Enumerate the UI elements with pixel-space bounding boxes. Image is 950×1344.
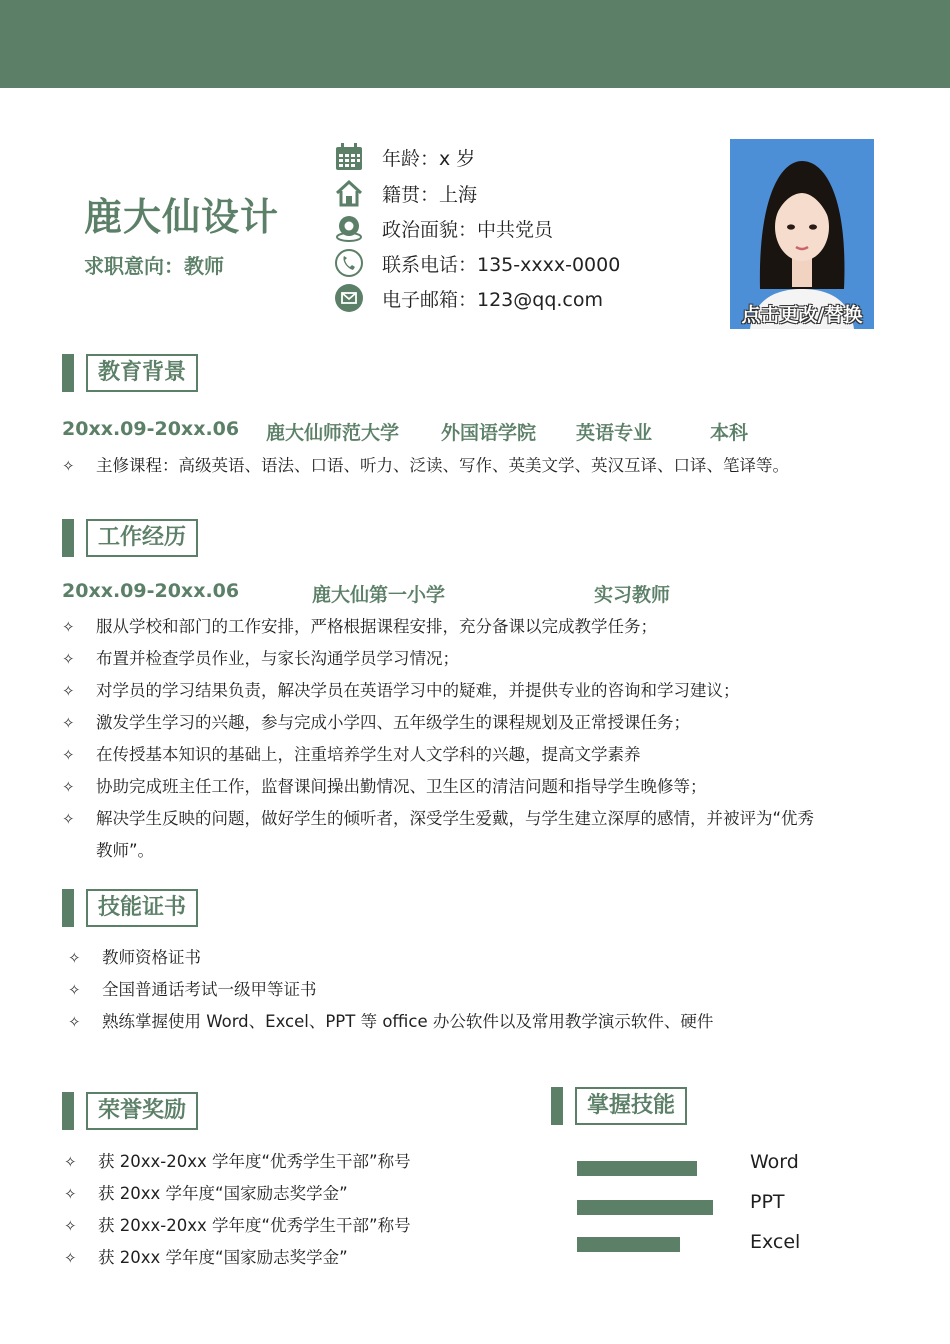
work-item-text: 在传授基本知识的基础上，注重培养学生对人文学科的兴趣，提高文学素养 (96, 745, 641, 764)
work-item-text: 协助完成班主任工作，监督课间操出勤情况、卫生区的清洁问题和指导学生晚修等； (96, 777, 707, 796)
calendar-icon (334, 142, 364, 172)
section-marker (551, 1087, 563, 1125)
section-marker (62, 1092, 74, 1130)
bullet-icon: ✧ (62, 650, 75, 668)
cert-item-text: 熟练掌握使用 Word、Excel、PPT 等 office 办公软件以及常用教学演示软件、硬件 (102, 1012, 714, 1031)
edu-major: 英语专业 (576, 422, 653, 444)
work-item-text: 解决学生反映的问题，做好学生的倾听者，深受学生爱戴，与学生建立深厚的感情，并被评为“优秀 (96, 809, 815, 828)
location-pin-icon (334, 213, 364, 243)
honor-item-text: 获 20xx 学年度“国家励志奖学金” (98, 1184, 348, 1203)
home-icon (334, 178, 364, 208)
section-title: 掌握技能 (575, 1087, 687, 1125)
work-item-text: 对学员的学习结果负责，解决学员在英语学习中的疑难，并提供专业的咨询和学习建议； (96, 681, 740, 700)
candidate-name: 鹿大仙设计 (84, 195, 280, 239)
section-title: 教育背景 (86, 354, 198, 392)
skill-bar-excel (577, 1237, 680, 1252)
edu-courses (62, 452, 789, 476)
bullet-icon: ✧ (68, 981, 81, 999)
cert-item (68, 1008, 713, 1032)
work-item-text: 服从学校和部门的工作安排，严格根据课程安排，充分备课以完成教学任务； (96, 617, 657, 636)
work-item-text: 激发学生学习的兴趣，参与完成小学四、五年级学生的课程规划及正常授课任务； (96, 713, 690, 732)
info-phone (334, 248, 620, 278)
work-role: 实习教师 (594, 584, 671, 606)
bullet-icon: ✧ (64, 1153, 77, 1171)
info-political (334, 213, 553, 243)
skill-label-ppt: PPT (750, 1191, 785, 1213)
bullet-icon: ✧ (62, 810, 75, 828)
section-title: 技能证书 (86, 889, 198, 927)
bullet-icon: ✧ (62, 746, 75, 764)
cert-item (68, 944, 201, 968)
info-email-text: 电子邮箱：123@qq.com (382, 288, 604, 311)
edu-school: 鹿大仙师范大学 (266, 422, 400, 444)
info-political-text: 政治面貌：中共党员 (382, 218, 554, 241)
honor-item (64, 1212, 411, 1236)
work-item (62, 645, 459, 669)
section-marker (62, 354, 74, 392)
honor-item (64, 1180, 348, 1204)
bullet-icon: ✧ (68, 1013, 81, 1031)
edu-courses-text: 主修课程：高级英语、语法、口语、听力、泛读、写作、英美文学、英汉互译、口译、笔译等。 (96, 456, 789, 475)
work-item (62, 613, 657, 637)
work-item (62, 805, 814, 829)
work-period: 20xx.09-20xx.06 (62, 580, 240, 602)
skill-label-excel: Excel (750, 1231, 801, 1253)
info-hometown (334, 178, 477, 208)
bullet-icon: ✧ (64, 1185, 77, 1203)
work-item (62, 677, 740, 701)
top-banner (0, 0, 950, 88)
info-age-text: 年龄：x 岁 (382, 147, 476, 170)
skill-bar-ppt (577, 1200, 713, 1215)
work-company: 鹿大仙第一小学 (312, 584, 446, 606)
cert-item-text: 全国普通话考试一级甲等证书 (102, 980, 317, 999)
bullet-icon: ✧ (64, 1249, 77, 1267)
bullet-icon: ✧ (62, 618, 75, 636)
photo-replace-label[interactable]: 点击更改/替换 (741, 304, 863, 326)
honor-item (64, 1148, 411, 1172)
section-title: 工作经历 (86, 519, 198, 557)
bullet-icon: ✧ (62, 714, 75, 732)
skill-label-word: Word (750, 1151, 799, 1173)
bullet-icon: ✧ (64, 1217, 77, 1235)
cert-item-text: 教师资格证书 (102, 948, 201, 967)
work-item (62, 773, 707, 797)
cert-item (68, 976, 317, 1000)
bullet-icon: ✧ (62, 682, 75, 700)
bullet-icon: ✧ (62, 778, 75, 796)
honor-item-text: 获 20xx-20xx 学年度“优秀学生干部”称号 (98, 1216, 411, 1235)
section-marker (62, 519, 74, 557)
skill-bar-word (577, 1161, 697, 1176)
edu-period: 20xx.09-20xx.06 (62, 418, 240, 440)
info-phone-text: 联系电话：135-xxxx-0000 (382, 253, 621, 276)
work-item (62, 709, 690, 733)
job-intent: 求职意向：教师 (84, 254, 224, 278)
profile-photo[interactable] (730, 139, 874, 329)
section-title: 荣誉奖励 (86, 1092, 198, 1130)
section-marker (62, 889, 74, 927)
edu-degree: 本科 (710, 422, 749, 444)
edu-college: 外国语学院 (441, 422, 537, 444)
bullet-icon: ✧ (62, 457, 75, 475)
bullet-icon: ✧ (68, 949, 81, 967)
mail-icon (334, 283, 364, 313)
honor-item-text: 获 20xx 学年度“国家励志奖学金” (98, 1248, 348, 1267)
honor-item (64, 1244, 348, 1268)
work-item (62, 741, 641, 765)
info-email (334, 283, 603, 313)
work-item-text: 布置并检查学员作业，与家长沟通学员学习情况； (96, 649, 459, 668)
info-age (334, 142, 475, 172)
info-hometown-text: 籍贯：上海 (382, 183, 478, 206)
honor-item-text: 获 20xx-20xx 学年度“优秀学生干部”称号 (98, 1152, 411, 1171)
phone-icon (334, 248, 364, 278)
work-item-continued: 教师”。 (96, 841, 155, 860)
